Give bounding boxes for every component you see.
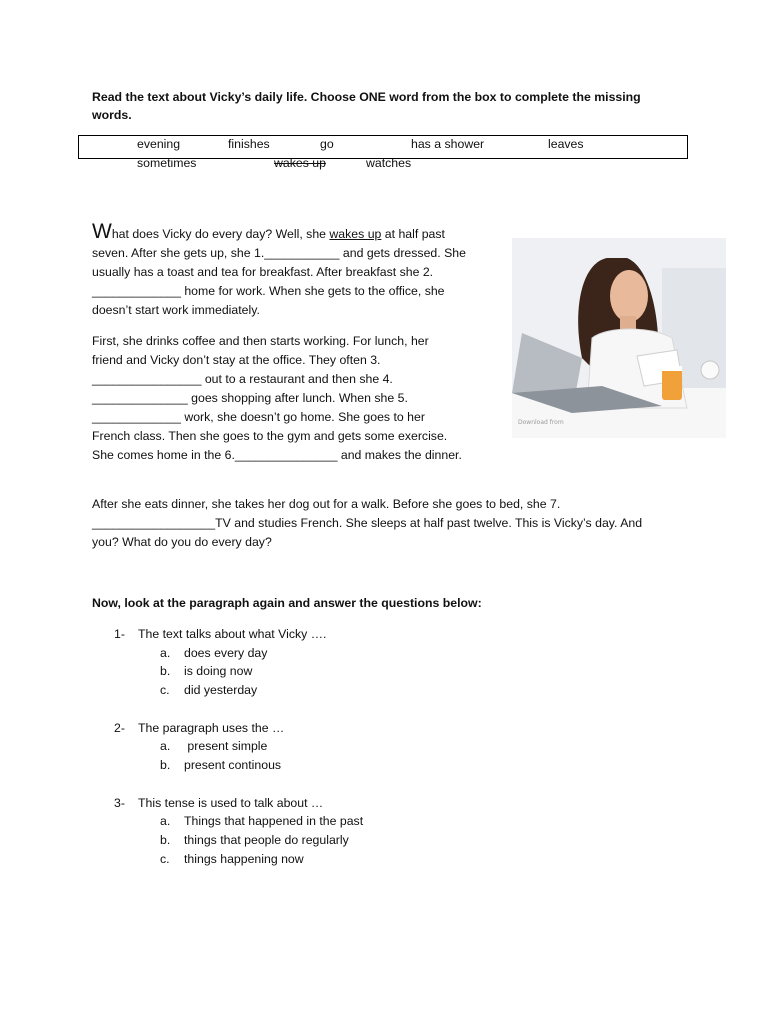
word-finishes: finishes [228, 137, 270, 151]
woman-at-laptop-photo [512, 238, 726, 438]
paragraph-1 [92, 222, 472, 320]
word-sometimes: sometimes [137, 156, 197, 170]
option-2b [160, 756, 281, 775]
option-text: things happening now [184, 852, 304, 866]
question-2 [114, 719, 284, 738]
option-letter: c. [160, 852, 170, 866]
question-text: This tense is used to talk about … [138, 796, 324, 810]
question-text: The text talks about what Vicky …. [138, 627, 327, 641]
option-text: present continous [184, 758, 282, 772]
question-3 [114, 794, 323, 813]
example-answer: wakes up [329, 227, 382, 241]
question-text: The paragraph uses the … [138, 721, 285, 735]
option-1b [160, 662, 252, 681]
word-go: go [320, 137, 334, 151]
option-letter: b. [160, 664, 171, 678]
question-number: 1- [114, 627, 125, 641]
option-2a [160, 737, 267, 756]
photo-illustration [512, 238, 726, 438]
word-has-a-shower: has a shower [411, 137, 485, 151]
word-wakes-up: wakes up [274, 156, 326, 170]
question-number: 3- [114, 796, 125, 810]
questions-title: Now, look at the paragraph again and answer the questions below: [92, 596, 482, 610]
question-number: 2- [114, 721, 125, 735]
option-3c [160, 850, 304, 869]
word-evening: evening [137, 137, 181, 151]
option-text: Things that happened in the past [184, 814, 364, 828]
word-leaves: leaves [548, 137, 584, 151]
option-letter: c. [160, 683, 170, 697]
option-text: present simple [184, 739, 268, 753]
word-watches: watches [366, 156, 412, 170]
instructions: Read the text about Vicky’s daily life. Choose ONE word from the box to complete the missing words. [92, 90, 641, 122]
paragraph-2: First, she drinks coffee and then starts working. For lunch, her friend and Vicky don’t stay at the office. They often 3. ________________ out to a restaurant and then she 4. ______________ goes shopping after lunch. When she 5. _____________ work, she doesn’t go home. She goes to her French class. Then she goes to the gym and gets some exercise. She comes home in the 6._______________ and makes the dinner. [92, 334, 462, 462]
paragraph-1-start: hat does Vicky do every day? Well, she [111, 227, 330, 241]
option-text: did yesterday [184, 683, 258, 697]
paragraph-1-rest: at half past seven. After she gets up, she 1.___________ and gets dressed. She usually has a toast and tea for breakfast. After breakfast she 2. _____________ home for work. When she gets to the office, she doesn’t start work immediately. [92, 227, 466, 317]
option-3a [160, 812, 363, 831]
option-letter: b. [160, 758, 171, 772]
option-letter: b. [160, 833, 171, 847]
photo-credit: Download from [518, 419, 564, 426]
option-text: things that people do regularly [184, 833, 349, 847]
option-letter: a. [160, 739, 171, 753]
option-3b [160, 831, 349, 850]
option-1c [160, 681, 257, 700]
drop-cap: W [92, 220, 112, 243]
option-text: does every day [184, 646, 268, 660]
option-1a [160, 644, 267, 663]
question-1 [114, 625, 326, 644]
option-letter: a. [160, 646, 171, 660]
option-letter: a. [160, 814, 171, 828]
paragraph-3: After she eats dinner, she takes her dog out for a walk. Before she goes to bed, she 7. __________________TV and studies French. She sleeps at half past twelve. This is Vicky’s day. And you? What do you do every day? [92, 497, 643, 549]
option-text: is doing now [184, 664, 253, 678]
